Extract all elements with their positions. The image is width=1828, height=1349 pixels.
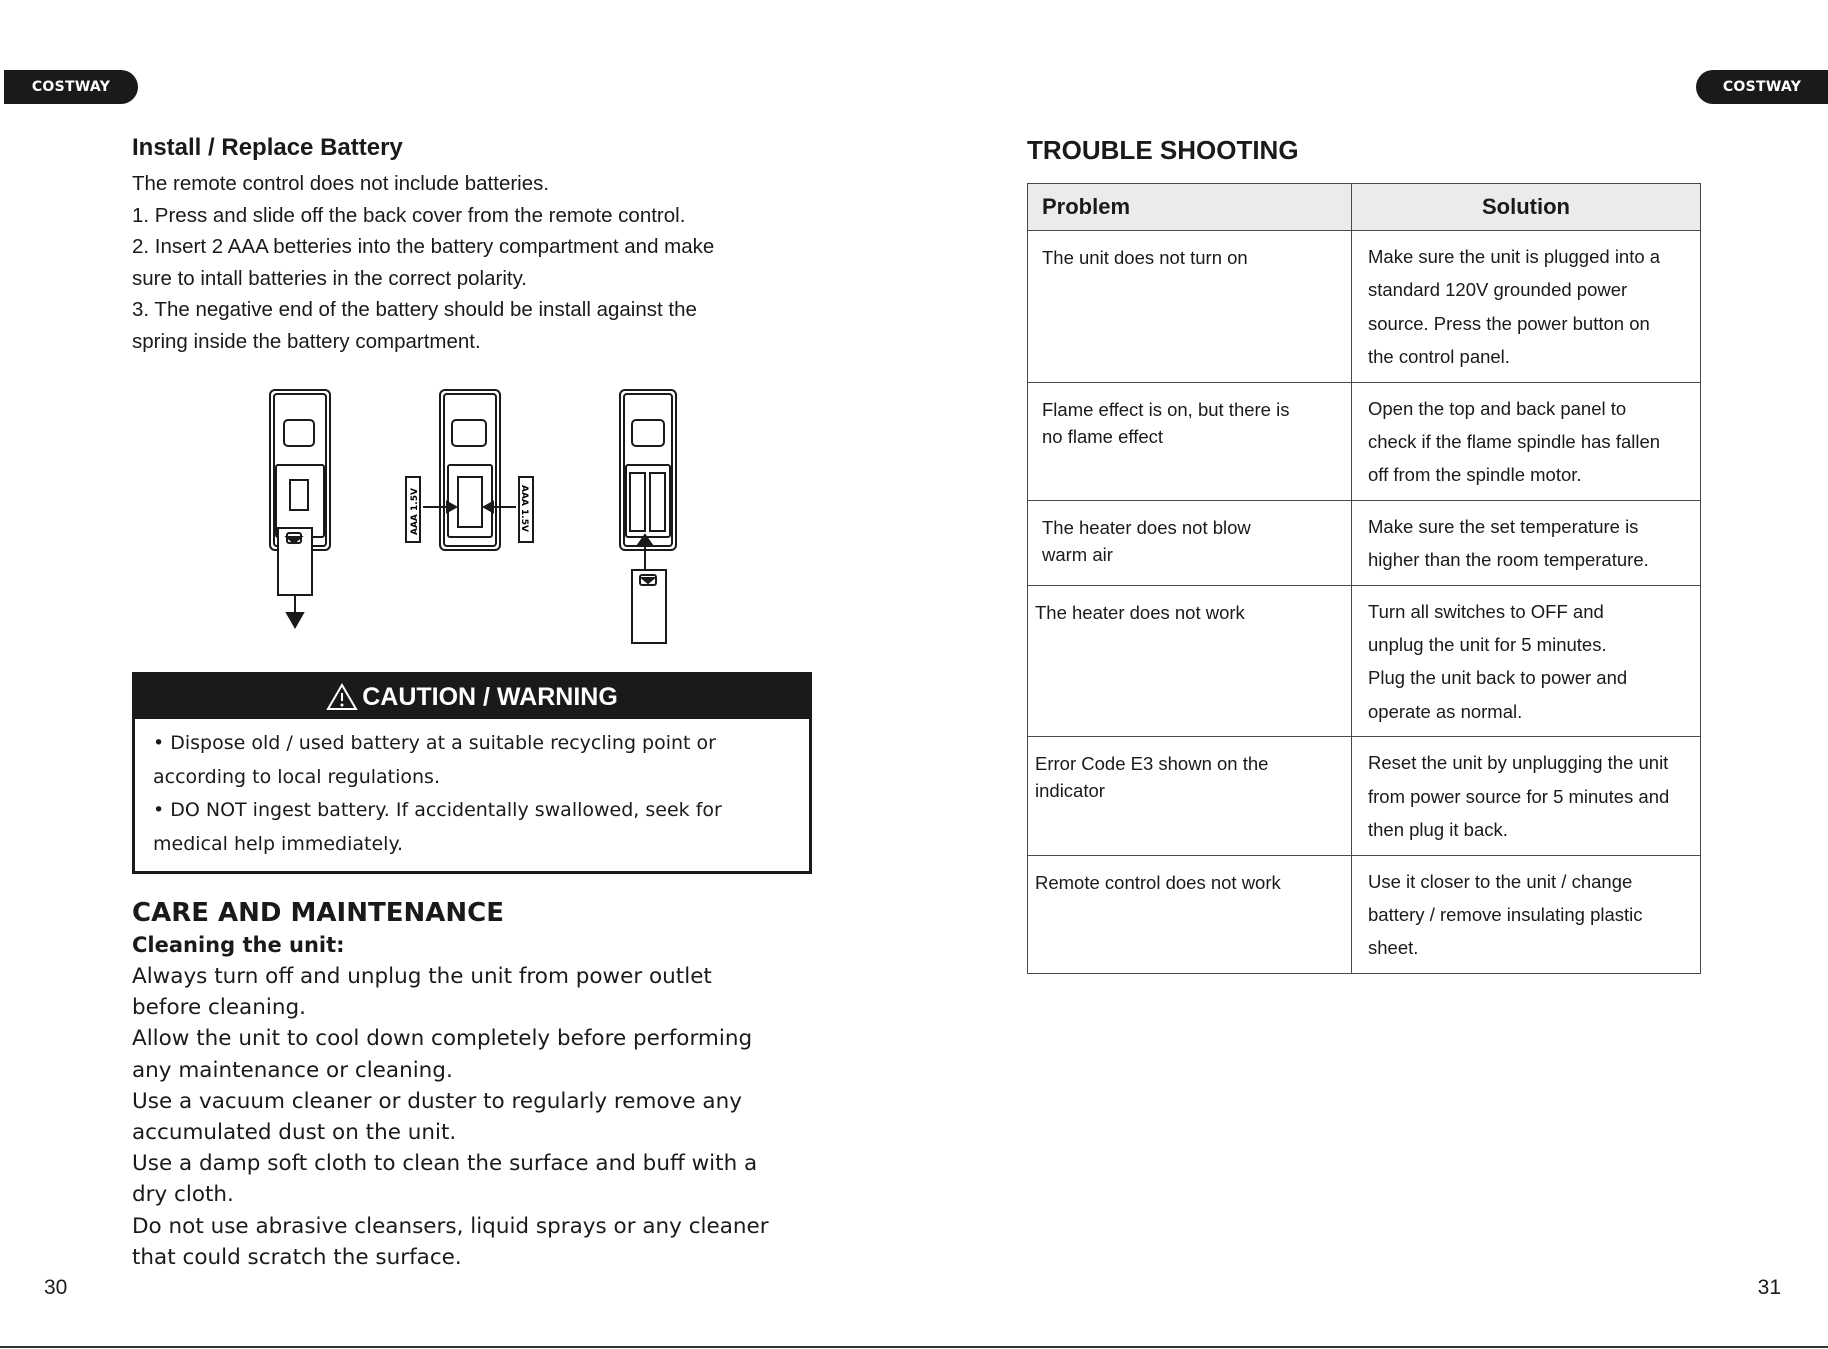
remote-step1-illustration [270,390,330,627]
battery-label: AAA 1.5V [519,485,529,532]
care-line: accumulated dust on the unit. [132,1120,457,1146]
care-line: Do not use abrasive cleansers, liquid sprays or any cleaner [132,1213,769,1239]
install-section [132,134,808,357]
care-line: Allow the unit to cool down completely before performing [132,1026,753,1052]
care-line: Use a damp soft cloth to clean the surface and buff with a [132,1151,758,1177]
troubleshooting-title: TROUBLE SHOOTING [1027,135,1299,165]
table-row [1028,382,1701,500]
solution-cell: Make sure the unit is plugged into a standard 120V grounded power source. Press the power button on the control panel. [1352,231,1701,383]
caution-title: CAUTION / WARNING [362,682,618,711]
warning-triangle-icon [326,683,358,711]
brand-badge-right: COSTWAY [1696,70,1828,104]
table-row [1028,231,1701,383]
problem-cell: Flame effect is on, but there is no flame effect [1028,382,1352,500]
solution-cell: Turn all switches to OFF and unplug the unit for 5 minutes. Plug the unit back to power and operate as normal. [1352,585,1701,737]
install-line: spring inside the battery compartment. [132,329,481,353]
problem-cell: The unit does not turn on [1028,231,1352,383]
care-line: Always turn off and unplug the unit from power outlet [132,964,712,989]
bottom-rule [0,1346,1828,1348]
solution-header: Solution [1352,184,1701,231]
battery-label: AAA 1.5V [410,488,420,535]
caution-line: according to local regulations. [153,765,440,788]
install-line: 3. The negative end of the battery should be install against the [132,298,697,321]
care-section [132,896,822,1273]
page-number-left: 30 [44,1276,68,1299]
care-subtitle: Cleaning the unit: [132,933,345,957]
troubleshooting-table [1027,183,1701,974]
solution-cell: Reset the unit by unplugging the unit from power source for 5 minutes and then plug it back. [1352,737,1701,855]
caution-line: • DO NOT ingest battery. If accidentally swallowed, seek for [153,799,722,821]
install-line: 2. Insert 2 AAA betteries into the battery compartment and make [132,235,715,258]
table-row [1028,500,1701,585]
problem-cell: The heater does not work [1028,585,1352,737]
problem-cell: Remote control does not work [1028,855,1352,973]
problem-cell: Error Code E3 shown on the indicator [1028,737,1352,855]
care-line: any maintenance or cleaning. [132,1057,453,1083]
table-header-row [1028,184,1701,231]
solution-cell: Open the top and back panel to check if the flame spindle has fallen off from the spindle motor. [1352,382,1701,500]
install-title: Install / Replace Battery [132,134,403,161]
problem-header: Problem [1028,184,1352,231]
solution-cell: Use it closer to the unit / change battery / remove insulating plastic sheet. [1352,855,1701,973]
caution-line: medical help immediately. [153,832,404,855]
install-line: sure to intall batteries in the correct polarity. [132,266,527,290]
problem-cell: The heater does not blow warm air [1028,500,1352,585]
table-row [1028,737,1701,855]
solution-cell: Make sure the set temperature is higher than the room temperature. [1352,500,1701,585]
care-line: dry cloth. [132,1182,234,1208]
caution-header [135,675,809,719]
caution-body [135,719,809,871]
page-number-right: 31 [1757,1276,1781,1299]
remote-step3-illustration [620,390,676,643]
remote-step2-illustration [406,390,533,550]
table-row [1028,855,1701,973]
battery-install-illustration [260,385,720,645]
care-title: CARE AND MAINTENANCE [132,898,504,928]
care-line: before cleaning. [132,995,306,1021]
care-line: Use a vacuum cleaner or duster to regularly remove any [132,1088,742,1114]
caution-box [132,672,812,874]
install-line: The remote control does not include batteries. [132,172,550,195]
install-line: 1. Press and slide off the back cover from the remote control. [132,203,686,227]
care-line: that could scratch the surface. [132,1244,462,1270]
brand-badge-left: COSTWAY [4,70,138,104]
table-row [1028,585,1701,737]
caution-line: • Dispose old / used battery at a suitable recycling point or [153,732,716,754]
